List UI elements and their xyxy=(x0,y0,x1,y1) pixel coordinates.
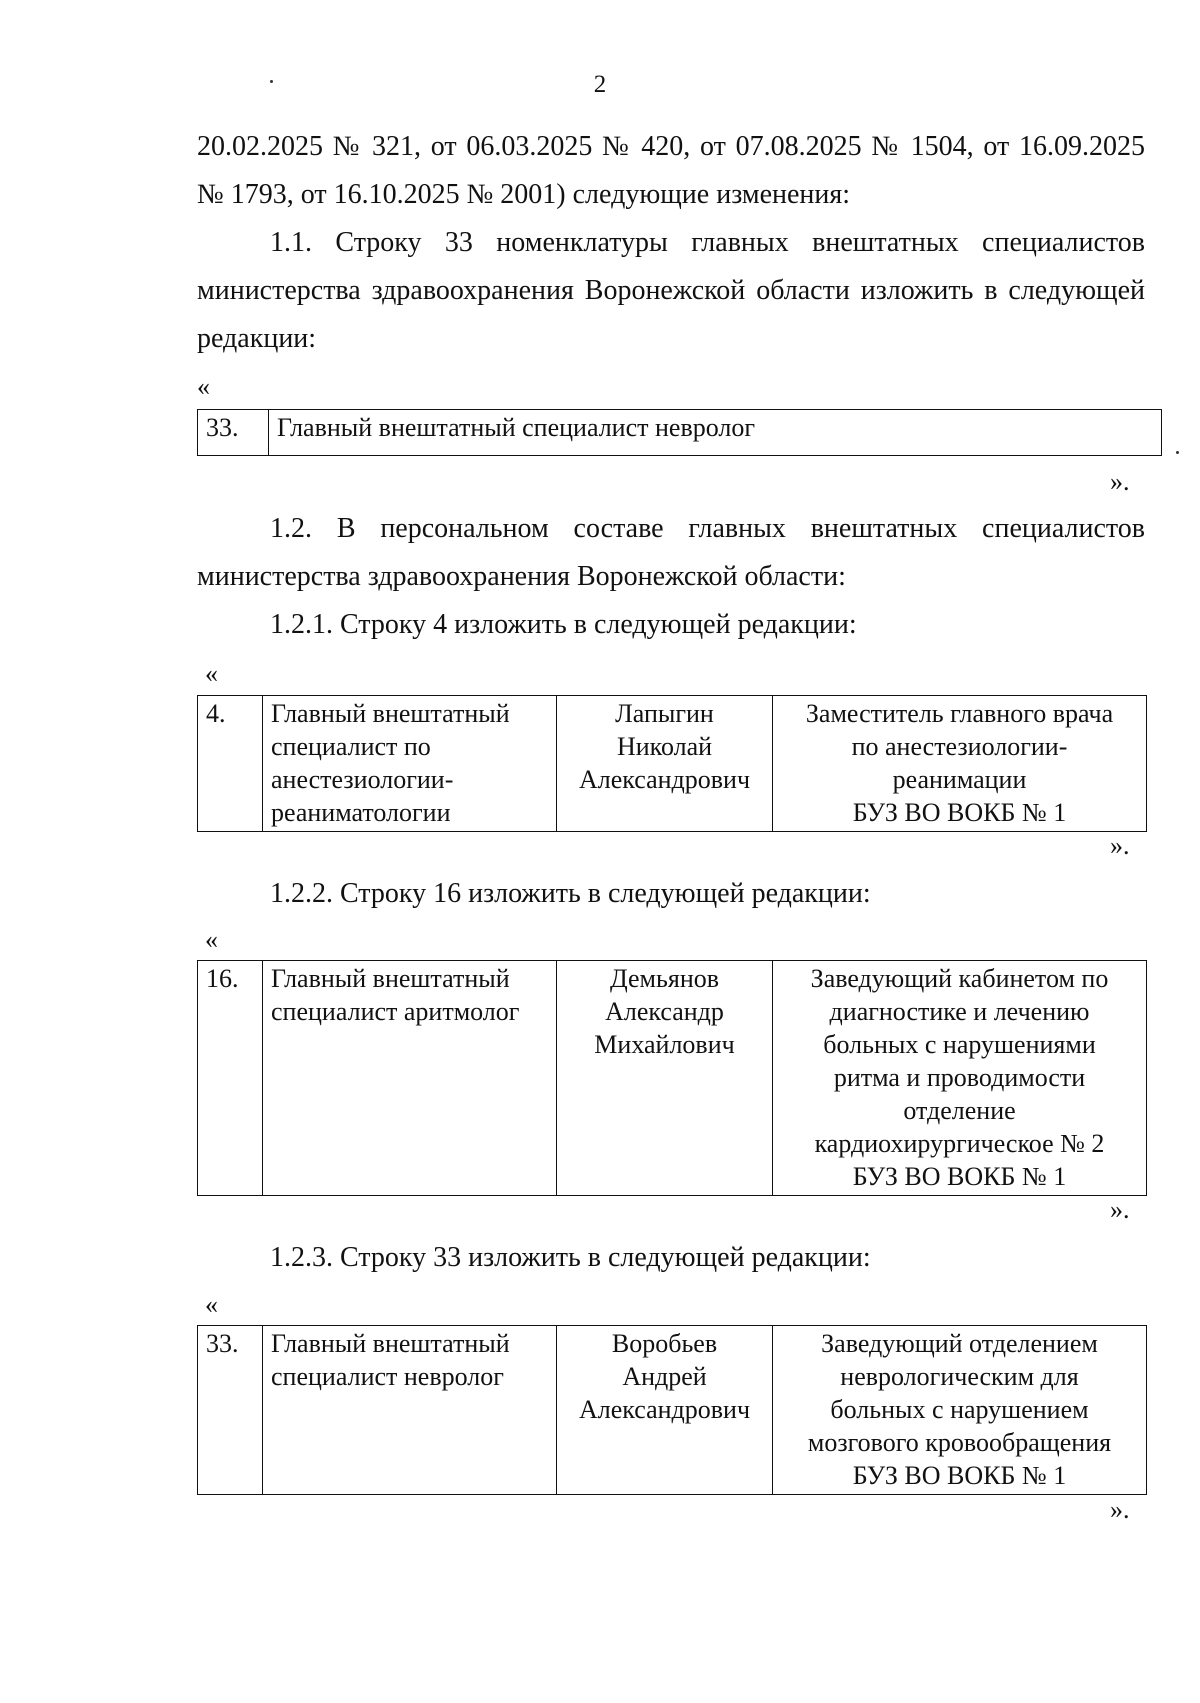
cell-line: Лапыгин xyxy=(615,699,714,728)
paragraph-line: 1.2.3. Строку 33 изложить в следующей редакции: xyxy=(270,1242,871,1273)
cell-line: Заместитель главного врача xyxy=(805,699,1114,728)
row-number: 33. xyxy=(198,410,269,456)
cell-line: Главный внештатный xyxy=(271,1329,510,1358)
job-cell xyxy=(773,1326,1147,1495)
cell-line: неврологическим для xyxy=(840,1362,1079,1391)
cell-line: Демьянов xyxy=(609,964,720,993)
cell-line: больных с нарушениями xyxy=(823,1030,1096,1059)
cell-line: Заведующий кабинетом по xyxy=(810,964,1109,993)
cell-line: отделение xyxy=(903,1096,1016,1125)
name-cell xyxy=(557,961,773,1196)
cell-line: по анестезиологии- xyxy=(851,732,1068,761)
cell-line: Заведующий отделением xyxy=(821,1329,1098,1358)
row-number: 4. xyxy=(198,696,263,832)
cell-line: Александрович xyxy=(578,1395,751,1424)
position-cell xyxy=(263,1326,557,1495)
row-number: 33. xyxy=(198,1326,263,1495)
scan-speck xyxy=(1176,451,1179,454)
nomenclature-table xyxy=(197,409,1162,456)
cell-line: мозгового кровообращения xyxy=(807,1428,1112,1457)
paragraph-line: 1.2.2. Строку 16 изложить в следующей редакции: xyxy=(270,878,871,909)
paragraph-line: № 1793, от 16.10.2025 № 2001) следующие изменения: xyxy=(197,179,851,210)
paragraph-line: 1.2.1. Строку 4 изложить в следующей редакции: xyxy=(270,609,857,640)
cell-line: БУЗ ВО ВОКБ № 1 xyxy=(852,798,1067,827)
table-row xyxy=(198,961,1147,1196)
opening-quote: « xyxy=(205,925,218,954)
specialist-title: Главный внештатный специалист невролог xyxy=(269,410,1162,456)
table-row xyxy=(198,1326,1147,1495)
cell-line: анестезиологии- xyxy=(271,765,454,794)
paragraph-line: редакции: xyxy=(197,323,317,354)
cell-line: диагностике и лечению xyxy=(829,997,1090,1026)
cell-line: Андрей xyxy=(622,1362,707,1391)
name-cell xyxy=(557,1326,773,1495)
opening-quote: « xyxy=(205,659,218,688)
job-cell xyxy=(773,961,1147,1196)
table-row xyxy=(198,410,1162,456)
cell-line: специалист по xyxy=(271,732,431,761)
paragraph-line: 1.2. В персональном составе главных внештатных специалистов xyxy=(270,513,1145,544)
cell-line: специалист аритмолог xyxy=(271,997,520,1026)
name-cell xyxy=(557,696,773,832)
position-cell xyxy=(263,696,557,832)
opening-quote: « xyxy=(205,1290,218,1319)
personnel-table-row-4 xyxy=(197,695,1147,832)
opening-quote: « xyxy=(197,372,210,401)
cell-line: Николай xyxy=(616,732,713,761)
closing-quote: ». xyxy=(1110,1195,1130,1224)
table-row xyxy=(198,696,1147,832)
row-number: 16. xyxy=(198,961,263,1196)
paragraph-line: министерства здравоохранения Воронежской области изложить в следующей xyxy=(197,275,1145,306)
cell-line: Александр xyxy=(605,997,724,1026)
page-number: 2 xyxy=(593,71,607,98)
closing-quote: ». xyxy=(1110,1495,1130,1524)
cell-line: БУЗ ВО ВОКБ № 1 xyxy=(852,1461,1067,1490)
closing-quote: ». xyxy=(1110,831,1130,860)
cell-line: БУЗ ВО ВОКБ № 1 xyxy=(852,1162,1067,1191)
cell-line: Главный внештатный xyxy=(271,699,510,728)
personnel-table-row-16 xyxy=(197,960,1147,1196)
cell-line: Главный внештатный xyxy=(271,964,510,993)
paragraph-line: 1.1. Строку 33 номенклатуры главных внештатных специалистов xyxy=(270,227,1145,258)
cell-line: больных с нарушением xyxy=(830,1395,1089,1424)
cell-line: реанимации xyxy=(892,765,1027,794)
position-cell xyxy=(263,961,557,1196)
cell-line: Александрович xyxy=(578,765,751,794)
cell-line: Воробьев xyxy=(611,1329,718,1358)
paragraph-line: министерства здравоохранения Воронежской области: xyxy=(197,561,846,592)
job-cell xyxy=(773,696,1147,832)
personnel-table-row-33 xyxy=(197,1325,1147,1495)
cell-line: специалист невролог xyxy=(271,1362,504,1391)
cell-line: ритма и проводимости xyxy=(833,1063,1086,1092)
paragraph-line: 20.02.2025 № 321, от 06.03.2025 № 420, от 07.08.2025 № 1504, от 16.09.2025 xyxy=(197,131,1145,162)
closing-quote: ». xyxy=(1110,467,1130,496)
cell-line: реаниматологии xyxy=(271,798,451,827)
cell-line: Михайлович xyxy=(594,1030,735,1059)
cell-line: кардиохирургическое № 2 xyxy=(814,1129,1105,1158)
